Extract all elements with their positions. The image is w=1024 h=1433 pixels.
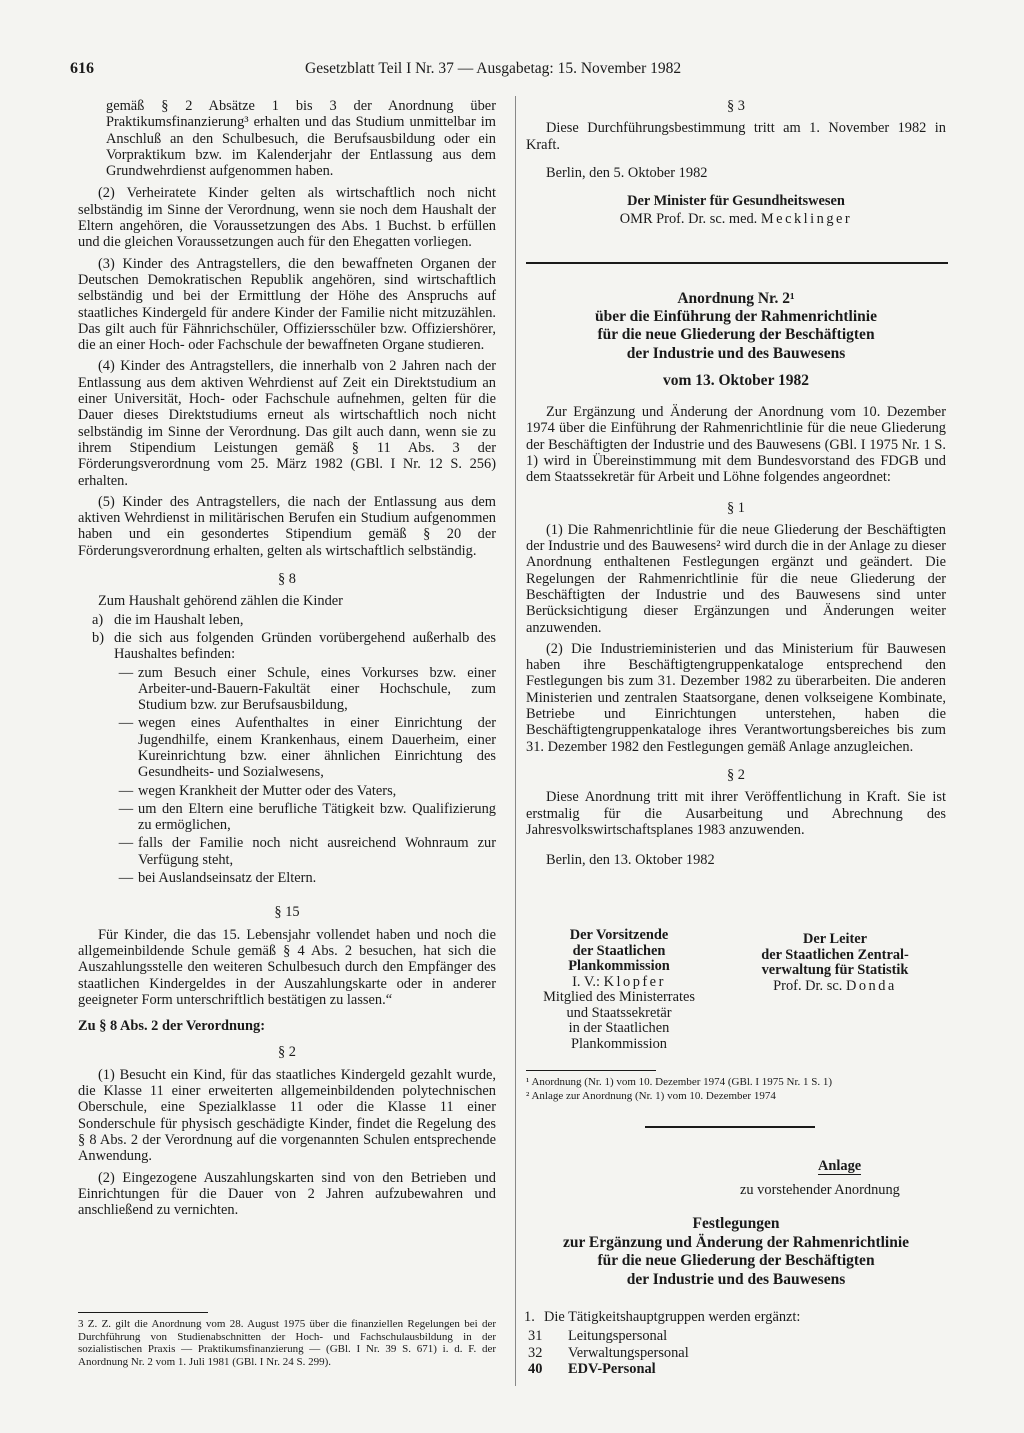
left-footnotes bbox=[78, 1318, 496, 1368]
left-column bbox=[78, 98, 496, 1218]
group-row bbox=[524, 1345, 944, 1361]
anordnung-subtitle-3: der Industrie und des Bauwesens bbox=[626, 344, 846, 362]
section-2-heading: § 2 bbox=[727, 766, 745, 783]
group-label: Leitungspersonal bbox=[568, 1328, 668, 1345]
signature-left-line-7: in der Staatlichen bbox=[568, 1020, 670, 1036]
footnote-2: ² Anlage zur Anordnung (Nr. 1) vom 10. Dezember 1974 bbox=[526, 1089, 776, 1102]
anordnung-block bbox=[526, 290, 946, 868]
date-2: Berlin, den 13. Oktober 1982 bbox=[546, 852, 715, 869]
signature-left-line-2: der Staatlichen bbox=[572, 942, 666, 959]
anordnung-subtitle-2: für die neue Gliederung der Beschäftigten bbox=[597, 326, 875, 344]
dash-item bbox=[114, 665, 496, 714]
list-item-a bbox=[92, 612, 496, 628]
section-2-heading: § 2 bbox=[278, 1044, 296, 1061]
dash-marker: — bbox=[118, 835, 134, 852]
festlegungen-subtitle-2: für die neue Gliederung der Beschäftigten bbox=[597, 1252, 875, 1270]
list-item-text: die im Haushalt leben, bbox=[114, 611, 244, 628]
group-row bbox=[524, 1361, 944, 1377]
section-2-paragraph: Diese Anordnung tritt mit ihrer Veröffentlichung in Kraft. Sie ist erstmalig für die Ausarbeitung und Abrechnung des Jahresvolkswirtschaftsplanes 1983 anzuwenden. bbox=[526, 789, 946, 838]
section-15-heading: § 15 bbox=[274, 904, 300, 921]
signature-right-name: Donda bbox=[845, 977, 897, 994]
dash-marker: — bbox=[118, 782, 134, 799]
paragraph-5: (5) Kinder des Antragstellers, die nach der Entlassung aus dem aktiven Wehrdienst in militärischen Berufen ein Studium aufgenommen haben und ein gesondertes Stipendium gemäß § 20 der Förderungsverordnung erhalten, gelten als wirtschaftlich selbständig. bbox=[78, 493, 496, 559]
dash-item-text: zum Besuch einer Schule, eines Vorkurses bzw. einer Arbeiter-und-Bauern-Fakultät einer Hochschule, zum Studium bzw. zur Berufsausbildung, bbox=[138, 664, 496, 714]
paragraph-intro: gemäß § 2 Absätze 1 bis 3 der Anordnung über Praktikumsfinanzierung³ erhalten und das Studium unmittelbar im Anschluß an den Schulbesuch, die Berufsausbildung oder ein Vorpraktikum bzw. im Kalenderjahr der Entlassung aus dem Grundwehrdienst aufgenommen haben. bbox=[106, 98, 496, 180]
date-1: Berlin, den 5. Oktober 1982 bbox=[546, 164, 708, 181]
dash-item-text: bei Auslandseinsatz der Eltern. bbox=[138, 870, 317, 887]
list-item bbox=[524, 1309, 944, 1325]
zu-8-heading: Zu § 8 Abs. 2 der Verordnung: bbox=[78, 1018, 265, 1035]
festlegungen-block bbox=[526, 1215, 946, 1289]
footnote-rule bbox=[78, 1312, 208, 1313]
paragraph-4: (4) Kinder des Antragstellers, die innerhalb von 2 Jahren nach der Entlassung aus dem aktiven Wehrdienst auf Zeit ein Direktstudium an einer Universität, Hoch- oder Fachschule aufnehmen, gelten für die Dauer dieses Direktstudiums erneut als wirtschaftlich noch nicht selbständig im Sinne der Verordnung. Das gilt auch dann, wenn sie zu ihrem Stipendium Leistungen gemäß § 11 Abs. 3 der Förderungsverordnung vom 25. März 1982 (GBl. I Nr. 12 S. 256) erhalten. bbox=[78, 358, 496, 489]
section-rule-anlage bbox=[645, 1126, 815, 1128]
signature-left-line-3: Plankommission bbox=[568, 958, 670, 974]
signature-right bbox=[735, 932, 935, 994]
section-1-heading: § 1 bbox=[727, 499, 745, 516]
list-item-text: Die Tätigkeitshauptgruppen werden ergänzt: bbox=[544, 1309, 801, 1325]
signature-left-line-8: Plankommission bbox=[571, 1035, 667, 1052]
minister-name: Mecklinger bbox=[760, 211, 853, 228]
signature-left-prefix: I. V.: bbox=[572, 973, 600, 990]
anlage-subtitle: zu vorstehender Anordnung bbox=[740, 1182, 900, 1198]
right-column-top bbox=[526, 98, 946, 228]
footnote-rule bbox=[526, 1070, 656, 1071]
list-marker: b) bbox=[92, 629, 104, 646]
dash-item bbox=[114, 801, 496, 834]
minister-signature bbox=[526, 211, 946, 227]
dash-item bbox=[114, 715, 496, 780]
footnote-1: ¹ Anordnung (Nr. 1) vom 10. Dezember 1974 (GBl. I 1975 Nr. 1 S. 1) bbox=[526, 1076, 833, 1088]
group-row bbox=[524, 1328, 944, 1344]
column-divider bbox=[515, 96, 516, 1386]
signature-left-line-4 bbox=[524, 975, 714, 991]
section-3-heading: § 3 bbox=[727, 98, 745, 114]
section-1-paragraph-2: (2) Die Industrieministerien und das Ministerium für Bauwesen haben ihre Beschäftigtengruppenkataloge entsprechend den Festlegungen bis zum 31. Dezember 1982 zu überarbeiten. Die anderen Ministerien und zentralen Staatsorgane, denen volkseigene Kombinate, Betriebe und Einrichtungen unterstehen, haben die Beschäftigtengruppenkataloge ihres Verantwortungsbereiches bis zum 31. Dezember 1982 den Festlegungen gemäß Anlage anzugleichen. bbox=[526, 640, 946, 755]
anlage-heading: Anlage bbox=[818, 1158, 862, 1174]
dash-item-text: um den Eltern eine berufliche Tätigkeit bzw. Qualifizierung zu ermöglichen, bbox=[138, 800, 496, 834]
list-item-text: die sich aus folgenden Gründen vorübergehend außerhalb des Haushaltes befinden: bbox=[114, 629, 496, 663]
dash-item-text: wegen Krankheit der Mutter oder des Vaters, bbox=[138, 782, 397, 799]
section-2-paragraph-2: (2) Eingezogene Auszahlungskarten sind von den Betrieben und Einrichtungen für die Dauer von 2 Jahren aufzubewahren und anschließend zu vernichten. bbox=[78, 1169, 496, 1219]
group-number: 32 bbox=[528, 1344, 543, 1361]
list-item-b bbox=[92, 630, 496, 663]
list-marker: a) bbox=[92, 611, 104, 628]
dash-item-text: wegen eines Aufenthaltes in einer Einrichtung der Jugendhilfe, einem Krankenhaus, einem Dauerheim, einer Kureinrichtung bzw. einer ähnlichen Einrichtung des Gesundheits- und Sozialwesens, bbox=[138, 715, 496, 781]
footnote-3: 3 Z. Z. gilt die Anordnung vom 28. August 1975 über die finanziellen Regelungen bei der Durchführung von Studienabschnitten der Hoch- und Fachschulausbildung in der sozialistischen Praxis — Praktikumsfinanzierung — (GBl. I Nr. 39 S. 671) i. d. F. der Anordnung Nr. 2 vom 1. Juli 1981 (GBl. I Nr. 24 S. 299). bbox=[78, 1318, 496, 1368]
section-rule-top bbox=[526, 262, 948, 264]
festlegungen-list bbox=[524, 1309, 944, 1377]
festlegungen-subtitle-1: zur Ergänzung und Änderung der Rahmenrichtlinie bbox=[562, 1233, 910, 1251]
dash-marker: — bbox=[118, 870, 134, 887]
signature-right-line-3: verwaltung für Statistik bbox=[761, 962, 909, 978]
signature-right-line-4 bbox=[735, 979, 935, 995]
section-8-intro: Zum Haushalt gehörend zählen die Kinder bbox=[98, 593, 343, 610]
minister-name-prefix: OMR Prof. Dr. sc. med. bbox=[619, 211, 758, 228]
anordnung-title: Anordnung Nr. 2¹ bbox=[677, 290, 795, 307]
page-header-title: Gesetzblatt Teil I Nr. 37 — Ausgabetag: 15. November 1982 bbox=[305, 60, 682, 77]
list-marker: 1. bbox=[524, 1309, 535, 1325]
paragraph-3: (3) Kinder des Antragstellers, die den bewaffneten Organen der Deutschen Demokratischen Republik angehören, sind wirtschaftlich selbständig und bei der Ermittlung der Höhe des Anspruchs auf staatliches Kindergeld für andere Kinder der Familie nicht mitzuzählen. Das gilt auch für Fähnrichschüler, Offiziersschüler bzw. Offiziershörer, die an einer Hoch- oder Fachschule der bewaffneten Organe studieren. bbox=[78, 255, 496, 354]
festlegungen-subtitle-3: der Industrie und des Bauwesens bbox=[626, 1270, 846, 1288]
right-footnotes bbox=[526, 1076, 946, 1102]
dash-marker: — bbox=[118, 715, 134, 732]
signature-right-line-1: Der Leiter bbox=[802, 931, 868, 947]
festlegungen-title: Festlegungen bbox=[692, 1215, 780, 1232]
dash-item-text: falls der Familie noch nicht ausreichend Wohnraum zur Verfügung steht, bbox=[138, 835, 496, 868]
dash-item bbox=[114, 783, 496, 799]
section-8-heading: § 8 bbox=[278, 571, 296, 588]
signature-left bbox=[524, 928, 714, 1052]
paragraph-2: (2) Verheiratete Kinder gelten als wirtschaftlich noch nicht selbständig im Sinne der Verordnung, wenn sie noch dem Haushalt der Eltern angehören, die Voraussetzungen des Abs. 1 Buchst. b erfüllen und die gleichen Voraussetzungen auch für den Ehegatten vorliegen. bbox=[78, 185, 496, 251]
signature-left-name: Klopfer bbox=[603, 973, 666, 990]
anordnung-date: vom 13. Oktober 1982 bbox=[662, 371, 810, 389]
signature-left-line-6: und Staatssekretär bbox=[566, 1004, 672, 1021]
group-number: 31 bbox=[528, 1328, 543, 1345]
dash-item bbox=[114, 835, 496, 868]
section-3-paragraph: Diese Durchführungsbestimmung tritt am 1. November 1982 in Kraft. bbox=[526, 120, 946, 153]
signature-right-prefix: Prof. Dr. sc. bbox=[773, 977, 843, 994]
group-label: EDV-Personal bbox=[568, 1360, 656, 1377]
anordnung-subtitle-1: über die Einführung der Rahmenrichtlinie bbox=[595, 308, 877, 326]
signature-left-line-5: Mitglied des Ministerrates bbox=[543, 989, 695, 1005]
page-number: 616 bbox=[70, 60, 94, 77]
dash-item bbox=[114, 870, 496, 886]
section-2-paragraph-1: (1) Besucht ein Kind, für das staatliches Kindergeld gezahlt wurde, die Klasse 11 einer erweiterten allgemeinbildenden polytechnischen Oberschule, eine Spezialklasse 11 oder die Klasse 11 einer Sonderschule für physisch geschädigte Kinder, findet die Regelung des § 8 Abs. 2 der Verordnung auf die vorgenannten Schulen entsprechende Anwendung. bbox=[78, 1066, 496, 1165]
anordnung-intro: Zur Ergänzung und Änderung der Anordnung vom 10. Dezember 1974 über die Einführung der Rahmenrichtlinie für die neue Gliederung der Beschäftigten der Industrie und des Bauwesens (GBl. I 1975 Nr. 1 S. 1) wird in Übereinstimmung mit dem Bundesvorstand des FDGB und dem Staatssekretär für Arbeit und Löhne folgendes angeordnet: bbox=[526, 404, 946, 486]
signature-left-line-1: Der Vorsitzende bbox=[569, 927, 669, 943]
dash-marker: — bbox=[118, 664, 134, 681]
section-15-paragraph: Für Kinder, die das 15. Lebensjahr vollendet haben und noch die allgemeinbildende Schule gemäß § 4 Abs. 2 besuchen, hat sich die Auszahlungsstelle den weiteren Schulbesuch durch den Empfänger des staatlichen Kindergeldes in der Auszahlungskarte oder in anderer geeigneter Form unterschriftlich bestätigen zu lassen.“ bbox=[78, 926, 496, 1008]
signature-right-line-2: der Staatlichen Zentral- bbox=[761, 946, 909, 963]
dash-marker: — bbox=[118, 800, 134, 817]
minister-title: Der Minister für Gesundheitswesen bbox=[627, 193, 845, 210]
group-label: Verwaltungspersonal bbox=[568, 1344, 689, 1361]
section-1-paragraph-1: (1) Die Rahmenrichtlinie für die neue Gliederung der Beschäftigten der Industrie und des Bauwesens² wird durch die in der Anlage zu dieser Anordnung enthaltenen Festlegungen ergänzt und geändert. Die Regelungen der Rahmenrichtlinie für die neue Gliederung der Beschäftigten der Industrie und des Bauwesens sind unter Berücksichtigung dieser Ergänzungen und Änderungen weiter anzuwenden. bbox=[526, 521, 946, 636]
group-number: 40 bbox=[528, 1360, 543, 1377]
